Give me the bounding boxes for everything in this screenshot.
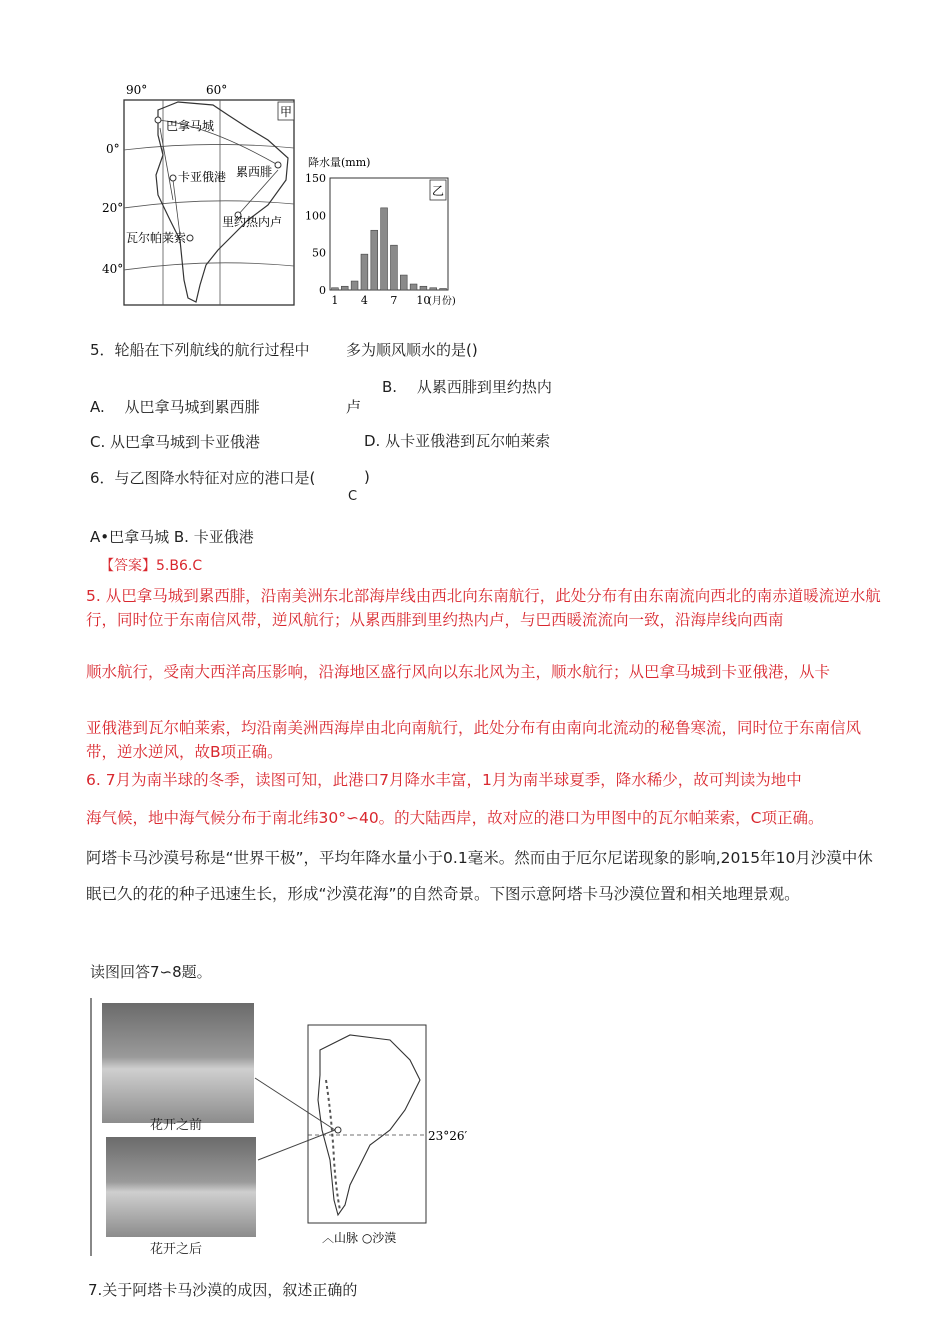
y-tick-100: 100 xyxy=(305,209,326,223)
bar-month-3 xyxy=(351,281,358,290)
answer-header-clip xyxy=(100,558,203,574)
passage-read: 读图回答7∽8题。 xyxy=(90,963,212,981)
bar-month-9 xyxy=(410,284,417,290)
city-panama: 巴拿马城 xyxy=(166,119,215,133)
explanation-5-part1: 5. 从巴拿马城到累西腓，沿南美洲东北部海岸线由西北向东南航行，此处分布有由东南流向西北的南赤道暖流逆水航行，同时位于东南信风带，逆风航行；从累西腓到里约热内卢，与巴西暖流流向一致，沿海岸线向西南 xyxy=(86,587,881,629)
lat-0-label: 0° xyxy=(106,142,120,156)
x-tick-1: 1 xyxy=(331,294,339,307)
lat-40-label: 40° xyxy=(102,262,124,276)
city-callao: 卡亚俄港 xyxy=(178,170,227,184)
bar-month-1 xyxy=(332,288,339,290)
bar-month-11 xyxy=(430,288,437,290)
q5-option-b-cont: 卢 xyxy=(346,398,362,416)
city-valparaiso: 瓦尔帕莱索 xyxy=(126,231,187,245)
map2-legend: ︿山脉 ○沙漠 xyxy=(322,1231,397,1245)
photo1-caption: 花开之前 xyxy=(150,1118,203,1133)
lon-60-label: 60° xyxy=(206,83,228,97)
city-belem: 累西腓 xyxy=(236,165,273,179)
lon-90-label: 90° xyxy=(126,83,148,97)
answer-header: 【答案】5.B6.C xyxy=(100,558,203,574)
chart-label-yi: 乙 xyxy=(431,184,445,198)
city-rio: 里约热内卢 xyxy=(222,215,283,229)
x-tick-4: 4 xyxy=(360,294,368,307)
q7-stem: 7.关于阿塔卡马沙漠的成因，叙述正确的 xyxy=(88,1281,358,1299)
y-tick-150: 150 xyxy=(305,172,326,185)
chart-xunit: (月份) xyxy=(428,296,456,307)
lat-20-label: 20° xyxy=(102,201,124,215)
q6-stem: 6．与乙图降水特征对应的港口是( xyxy=(90,469,316,487)
q6-options-ab: A•巴拿马城 B. 卡亚俄港 xyxy=(90,528,254,546)
bar-month-4 xyxy=(361,254,368,290)
x-tick-10: 10 xyxy=(416,294,431,307)
explanation-6-part1: 6. 7月为南半球的冬季，读图可知，此港口7月降水丰富，1月为南半球夏季，降水稀少，故可判读为地中 xyxy=(86,771,802,789)
bar-month-7 xyxy=(391,245,398,290)
q5-stem-b: 多为顺风顺水的是() xyxy=(346,341,478,359)
y-tick-50: 50 xyxy=(312,246,326,260)
q5-option-d: D. 从卡亚俄港到瓦尔帕莱索 xyxy=(364,432,551,450)
y-tick-0: 0 xyxy=(319,284,326,297)
bar-month-2 xyxy=(341,286,348,290)
chart-ylabel: 降水量(mm) xyxy=(308,156,371,169)
q5-option-c: C. 从巴拿马城到卡亚俄港 xyxy=(90,433,261,451)
map-label-jia: 甲 xyxy=(279,105,293,119)
q6-stem-end: ) xyxy=(364,468,370,486)
explanation-5-part3: 亚俄港到瓦尔帕莱索，均沿南美洲西海岸由北向南航行，此处分布有由南向北流动的秘鲁寒流，同时位于东南信风带，逆水逆风，故B项正确。 xyxy=(86,719,862,761)
q5-option-b: B. 从累西腓到里约热内 xyxy=(382,378,552,396)
q6-stray-c: C xyxy=(348,489,358,504)
photo-after-bloom xyxy=(106,1137,256,1237)
bar-month-5 xyxy=(371,230,378,290)
bar-month-8 xyxy=(400,275,407,290)
lat-2326-label: 23°26′ xyxy=(428,1129,468,1143)
fig2-left-border xyxy=(90,998,92,1256)
explanation-5-part2: 顺水航行，受南大西洋高压影响，沿海地区盛行风向以东北风为主，顺水航行；从巴拿马城到卡亚俄港，从卡 xyxy=(86,663,831,681)
photo-before-bloom xyxy=(102,1003,254,1123)
passage-text: 阿塔卡马沙漠号称是“世界干极”，平均年降水量小于0.1毫米。然而由于厄尔尼诺现象的影响,2015年10月沙漠中休眠已久的花的种子迅速生长，形成“沙漠花海”的自然奇景。下图示意阿塔卡马沙漠位置和相关地理景观。 xyxy=(86,849,873,903)
q7-clip xyxy=(88,1280,358,1299)
south-america-outline-2 xyxy=(318,1035,420,1215)
precip-chart xyxy=(300,150,480,310)
bar-month-6 xyxy=(381,208,388,290)
bar-month-10 xyxy=(420,286,427,290)
q5-stem-a: 5．轮船在下列航线的航行过程中 xyxy=(90,341,310,359)
q5-option-a: A. 从巴拿马城到累西腓 xyxy=(90,398,260,416)
bar-month-12 xyxy=(440,289,447,290)
explanation-6-part2: 海气候，地中海气候分布于南北纬30°∽40。的大陆西岸，故对应的港口为甲图中的瓦尔帕莱索，C项正确。 xyxy=(86,809,824,827)
photo2-caption: 花开之后 xyxy=(150,1242,203,1257)
atacama-map xyxy=(250,1020,480,1260)
x-tick-7: 7 xyxy=(390,294,398,307)
